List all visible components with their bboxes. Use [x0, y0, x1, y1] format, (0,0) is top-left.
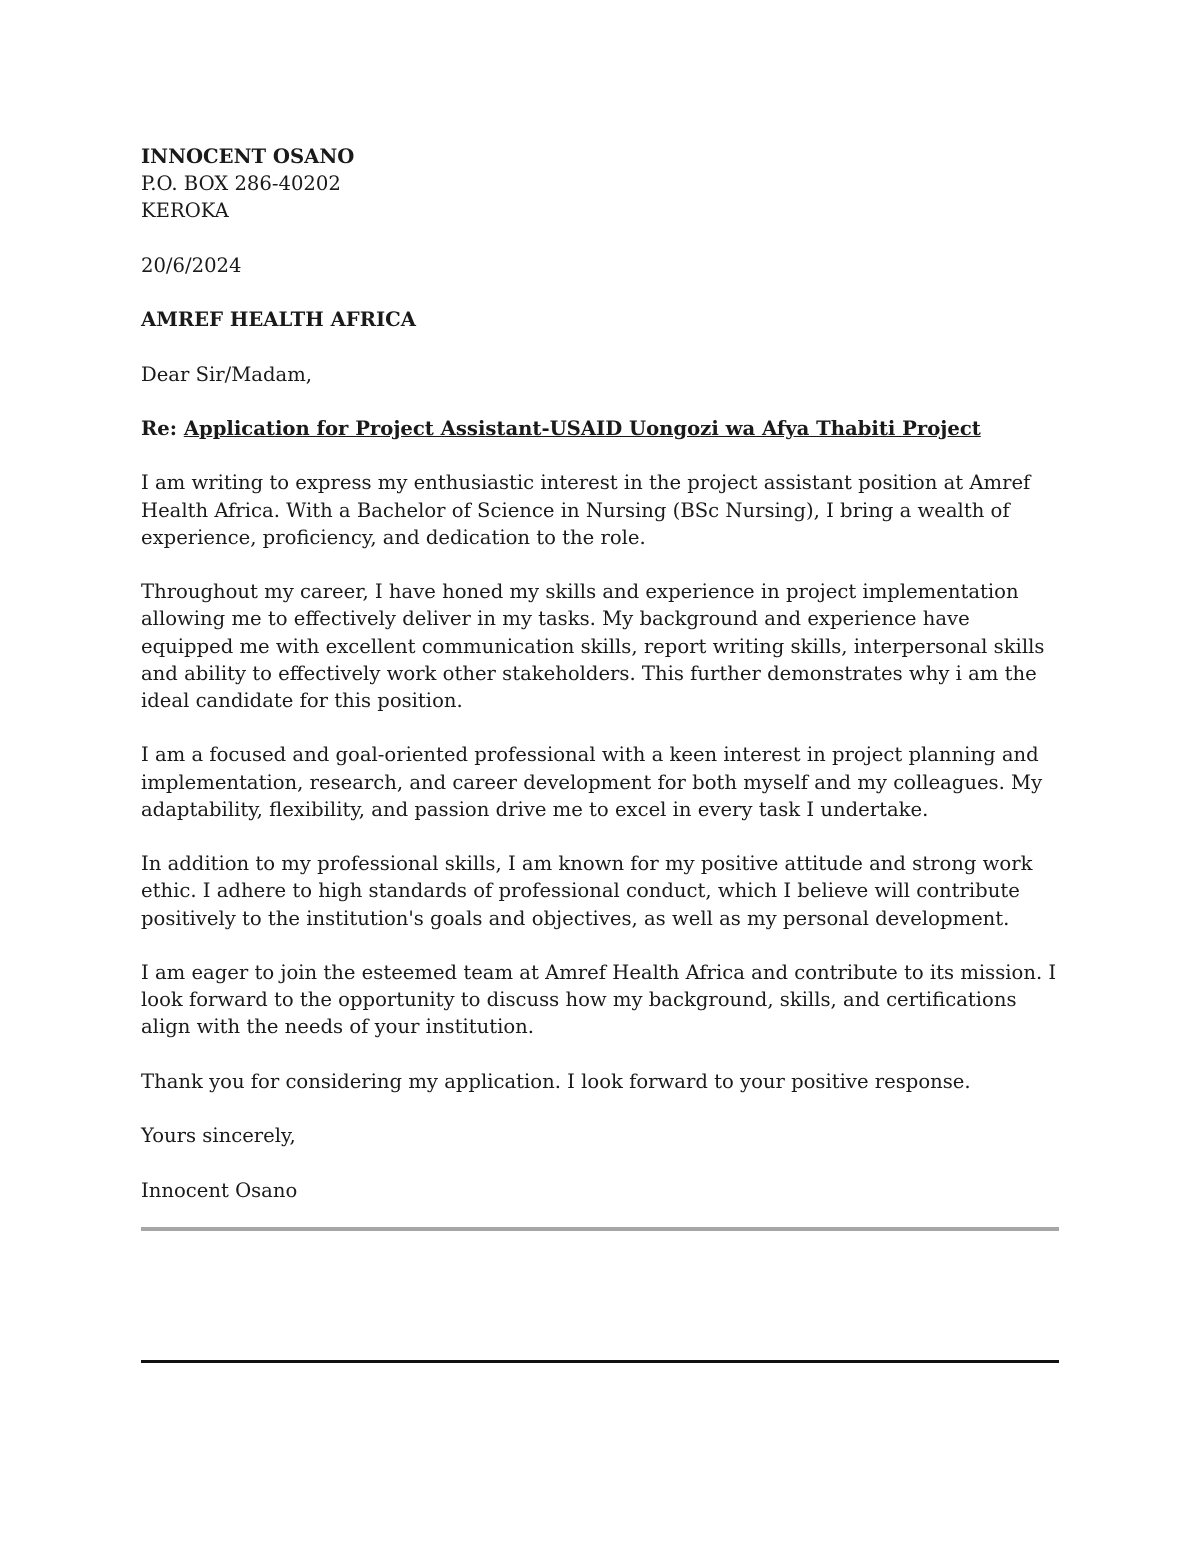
sender-name: INNOCENT OSANO: [141, 145, 355, 168]
paragraph-eager: I am eager to join the esteemed team at Amref Health Africa and contribute to its mission. I look forward to the opportunity to discuss how my background, skills, and certifications align with the needs of your institution.: [141, 960, 1057, 1039]
salutation: Dear Sir/Madam,: [141, 362, 313, 386]
divider-black: [141, 1360, 1059, 1363]
paragraph-career: Throughout my career, I have honed my skills and experience in project implementation allowing me to effectively deliver in my tasks. My background and experience have equipped me with excellent communication skills, report writing skills, interpersonal skills and ability to effectively work other stakeholders. This further demonstrates why i am the ideal candidate for this position.: [141, 580, 1045, 712]
paragraph-thanks: Thank you for considering my application. I look forward to your positive response.: [141, 1069, 971, 1093]
paragraph-intro: I am writing to express my enthusiastic interest in the project assistant position at Amref Health Africa. With a Bachelor of Science in Nursing (BSc Nursing), I bring a wealth of experience, proficiency, and dedication to the role.: [141, 471, 1031, 549]
sender-address-line2: KEROKA: [141, 199, 229, 223]
subject-title: Application for Project Assistant-USAID Uongozi wa Afya Thabiti Project: [183, 416, 981, 440]
letter-body: [141, 143, 1061, 1204]
subject-prefix: Re:: [141, 416, 177, 440]
divider-gray: [141, 1227, 1059, 1231]
recipient-organization: AMREF HEALTH AFRICA: [141, 308, 416, 332]
sender-address-line1: P.O. BOX 286-40202: [141, 172, 341, 196]
letter-date: 20/6/2024: [141, 253, 242, 277]
paragraph-attitude: In addition to my professional skills, I am known for my positive attitude and strong work ethic. I adhere to high standards of professional conduct, which I believe will contribute positively to the institution's goals and objectives, as well as my personal development.: [141, 852, 1033, 930]
signature-name: Innocent Osano: [141, 1178, 298, 1202]
subject-line: [141, 415, 1061, 442]
paragraph-focus: I am a focused and goal-oriented professional with a keen interest in project planning and implementation, research, and career development for both myself and my colleagues. My adaptability, flexibility, and passion drive me to excel in every task I undertake.: [141, 743, 1043, 821]
closing: Yours sincerely,: [141, 1124, 296, 1148]
